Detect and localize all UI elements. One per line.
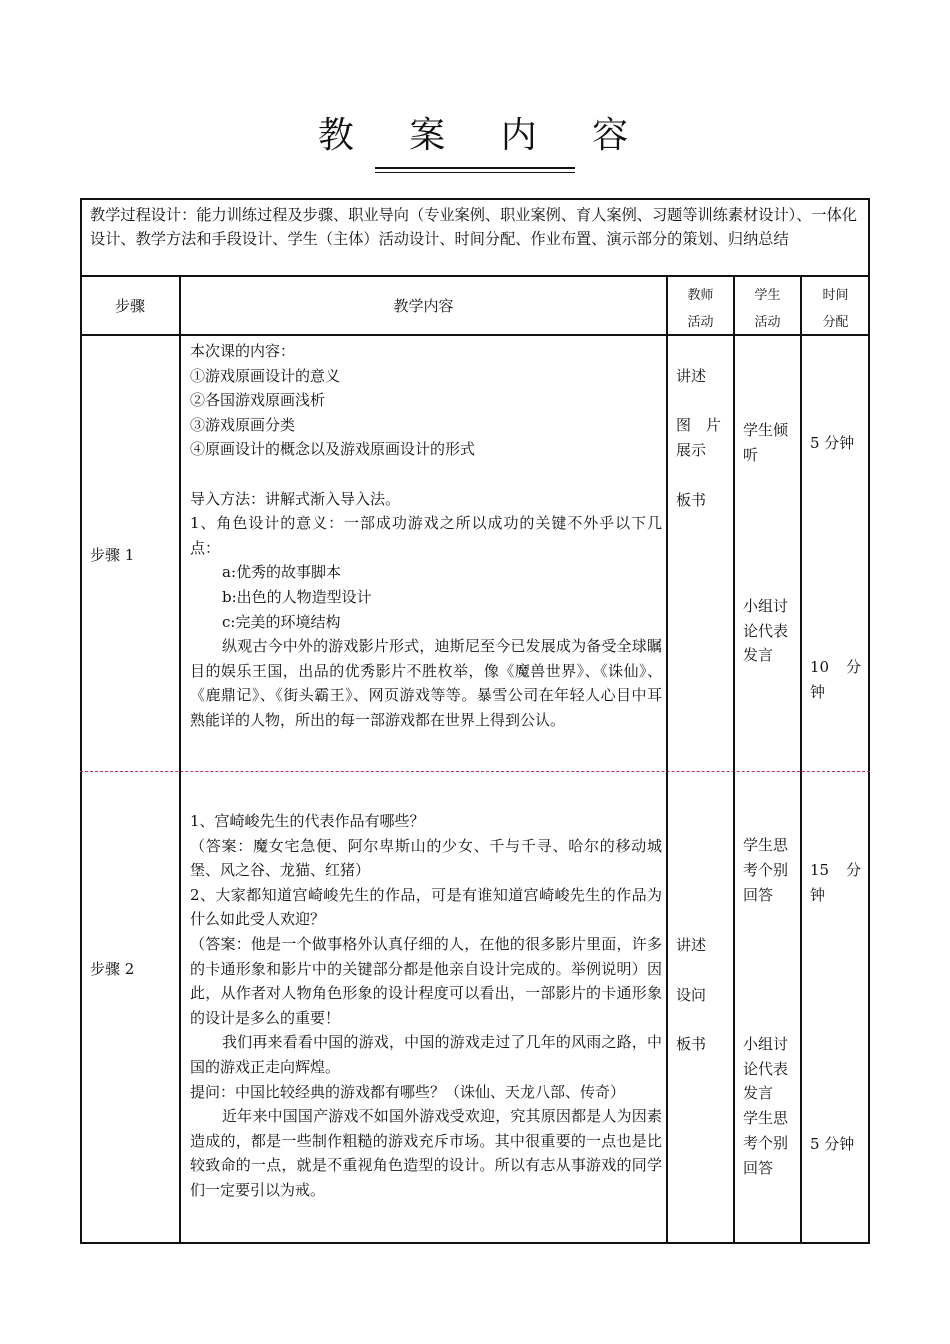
step2-time-3: 钟 [810, 886, 826, 904]
step2-time-4: 5 分钟 [810, 1135, 855, 1153]
step1-student-1: 学生倾 [743, 421, 789, 439]
header-content: 教学内容 [393, 297, 454, 315]
step2-student-3: 回答 [743, 886, 774, 904]
step2-student-9: 回答 [743, 1159, 774, 1177]
header-time-line1: 时间 [822, 288, 849, 303]
step1-time-4: 钟 [810, 683, 826, 701]
step2-student-5: 论代表 [743, 1060, 789, 1078]
step2-student-1: 学生思 [743, 836, 789, 854]
step1-teacher-1: 讲述 [676, 367, 707, 385]
step2-student-4: 小组讨 [743, 1035, 789, 1053]
step2-time-2: 分 [846, 861, 862, 879]
step1-student-4: 论代表 [743, 622, 789, 640]
header-student [735, 282, 800, 336]
page-title: 教 案 内 容 [317, 115, 651, 156]
header-teacher-line2: 活动 [687, 315, 714, 330]
step2-label: 步骤 2 [90, 960, 135, 978]
step1-teacher-3: 展示 [676, 441, 707, 459]
step1-line: ②各国游戏原画浅析 [190, 391, 326, 410]
step2-student-7: 学生思 [743, 1109, 789, 1127]
step1-line: ①游戏原画设计的意义 [190, 366, 341, 385]
step2-teacher-1: 讲述 [676, 936, 707, 954]
title-underline-thin [375, 172, 575, 173]
col-divider-content [666, 275, 668, 1244]
step1-line: c:完美的环境结构 [222, 612, 341, 631]
step1-line: 纵观古今中外的游戏影片形式，迪斯尼至今已发展成为备受全球瞩目的娱乐王国，出品的优秀影片不胜枚举，像《魔兽世界》、《诛仙》、《鹿鼎记》、《街头霸王》、网页游戏等等。暴雪公司在年轻人心目中耳熟能详的人物，所出的每一部游戏都在世界上得到公认。 [190, 637, 662, 729]
step2-line: （答案：他是一个做事格外认真仔细的人，在他的很多影片里面，许多的卡通形象和影片中的关键部分都是他亲自设计完成的。举例说明）因此，从作者对人物角色形象的设计程度可以看出，一部影片的卡通形象的设计是多么的重要！ [190, 934, 662, 1027]
step2-student-6: 发言 [743, 1084, 774, 1102]
step2-line: 提问：中国比较经典的游戏都有哪些？（诛仙、天龙八部、传奇） [190, 1082, 626, 1101]
step2-student-2: 考个别 [743, 861, 789, 879]
row-divider-step [80, 771, 870, 772]
header-student-line2: 活动 [754, 315, 781, 330]
step1-time-1: 5 分钟 [810, 434, 855, 452]
step2-content [190, 809, 662, 1203]
step1-teacher-2: 图 片 [676, 416, 722, 434]
step1-student-5: 发言 [743, 646, 774, 664]
step2-line: 2、大家都知道宫崎峻先生的作品，可是有谁知道宫崎峻先生的作品为什么如此受人欢迎？ [190, 885, 662, 929]
step2-line: 1、宫崎峻先生的代表作品有哪些？ [190, 812, 425, 830]
col-divider-student [800, 275, 802, 1244]
header-teacher [668, 282, 733, 336]
step2-teacher-2: 设问 [676, 986, 707, 1004]
step1-line: a:优秀的故事脚本 [222, 563, 341, 582]
col-divider-teacher [733, 275, 735, 1244]
col-divider-step [179, 275, 181, 1244]
step2-student-8: 考个别 [743, 1134, 789, 1152]
step2-teacher-3: 板书 [676, 1035, 707, 1053]
step1-line: 1、角色设计的意义：一部成功游戏之所以成功的关键不外乎以下几点： [190, 514, 662, 557]
step1-time-3: 分 [846, 658, 862, 676]
header-teacher-line1: 教师 [687, 288, 714, 303]
step1-line: ③游戏原画分类 [190, 415, 296, 434]
step1-teacher-4: 板书 [676, 491, 707, 509]
step2-line: 近年来中国国产游戏不如国外游戏受欢迎，究其原因都是人为因素造成的，都是一些制作粗糙的游戏充斥市场。其中很重要的一点也是比较致命的一点，就是不重视角色造型的设计。所以有志从事游戏的同学们一定要引以为戒。 [190, 1107, 662, 1199]
header-time-line2: 分配 [822, 315, 849, 330]
step1-content [190, 339, 662, 733]
header-student-line1: 学生 [754, 288, 781, 303]
step1-line: 本次课的内容： [190, 342, 296, 360]
step2-time-1: 15 [810, 861, 830, 879]
step2-line: 我们再来看看中国的游戏，中国的游戏走过了几年的风雨之路，中国的游戏正走向辉煌。 [190, 1033, 662, 1076]
step1-blank-line [190, 462, 662, 487]
step2-line: （答案：魔女宅急便、阿尔卑斯山的少女、千与千寻、哈尔的移动城堡、风之谷、龙猫、红猪） [190, 836, 662, 880]
step1-line: b:出色的人物造型设计 [222, 587, 372, 606]
step1-student-2: 听 [743, 446, 759, 464]
step1-line: ④原画设计的概念以及游戏原画设计的形式 [190, 440, 476, 459]
step1-label: 步骤 1 [90, 546, 135, 564]
intro-text: 教学过程设计：能力训练过程及步骤、职业导向（专业案例、职业案例、育人案例、习题等训练素材设计）、一体化设计、教学方法和手段设计、学生（主体）活动设计、时间分配、作业布置、演示部分的策划、归纳总结 [90, 206, 857, 248]
step1-line: 导入方法：讲解式渐入导入法。 [190, 489, 401, 508]
header-time [802, 282, 869, 336]
header-step: 步骤 [114, 297, 145, 315]
title-underline-thick [375, 167, 575, 169]
step1-student-3: 小组讨 [743, 597, 789, 615]
step1-time-2: 10 [810, 658, 830, 676]
row-divider-intro [80, 275, 870, 277]
